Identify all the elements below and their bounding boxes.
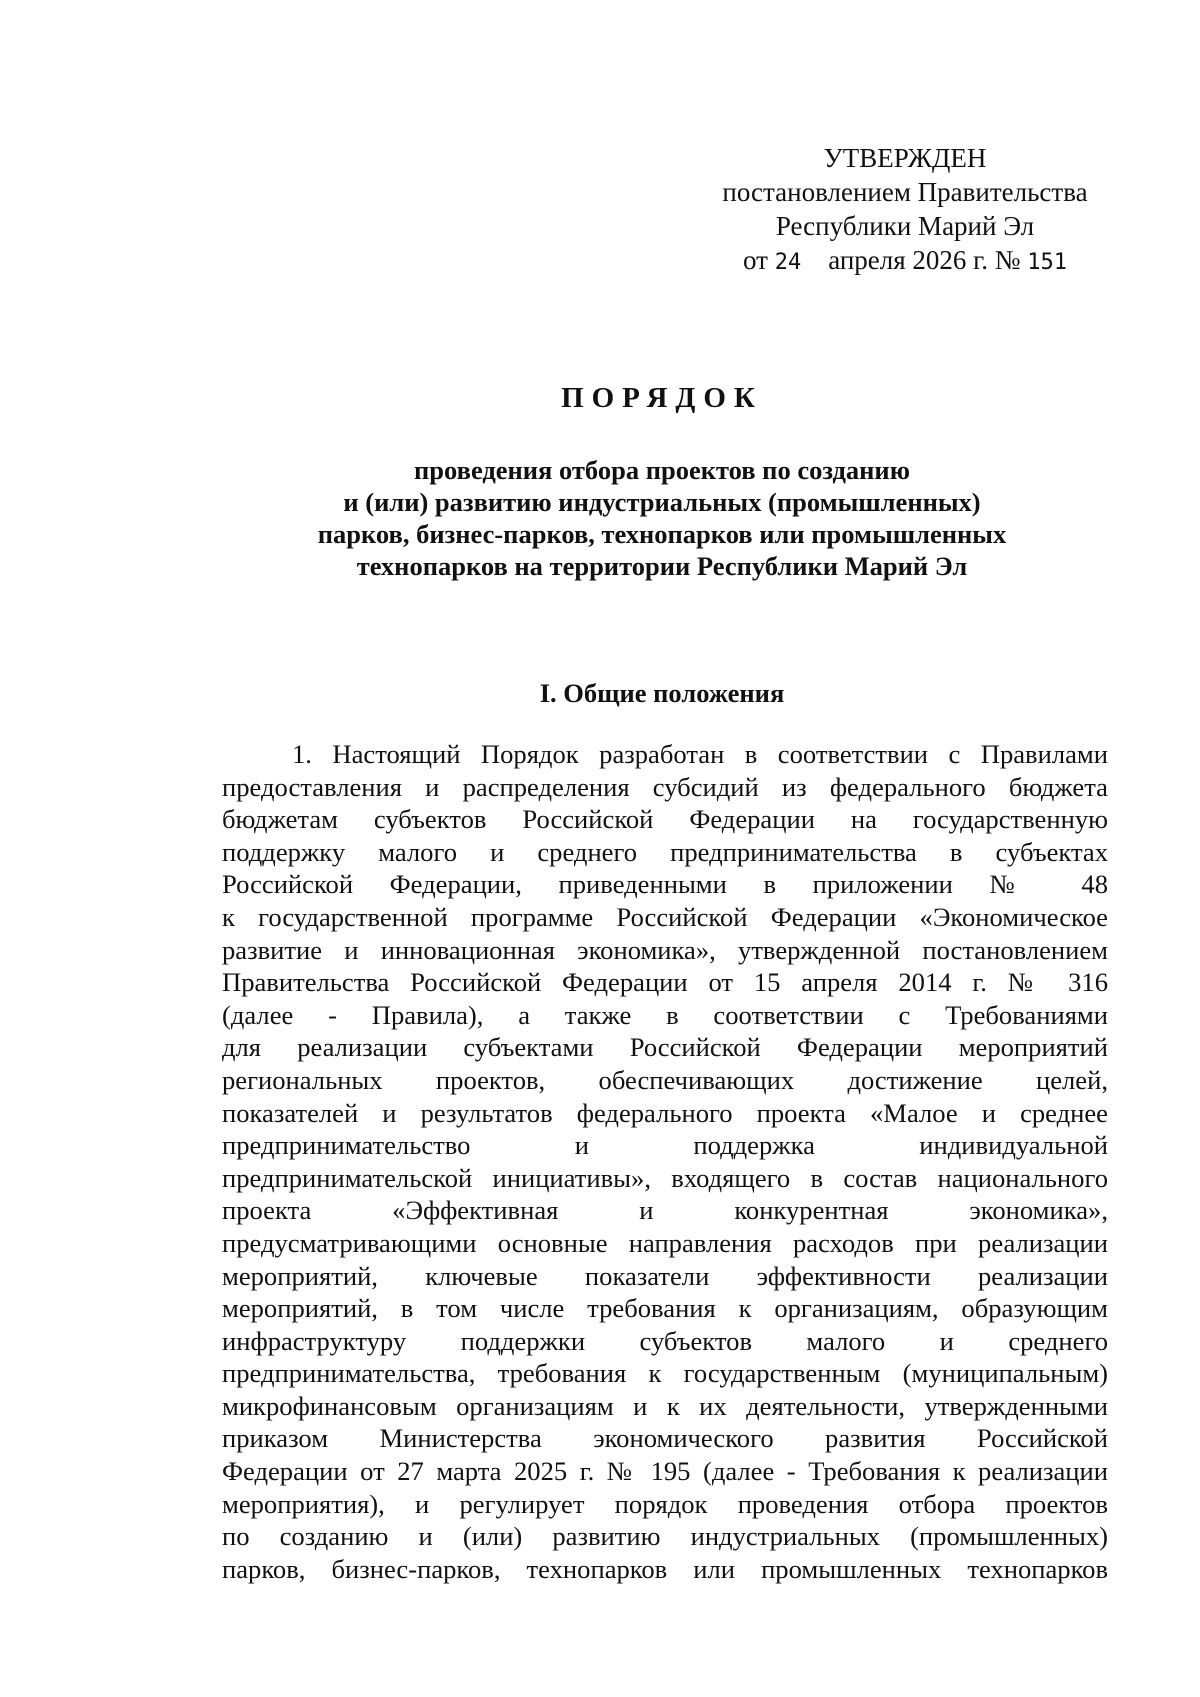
document-title: ПОРЯДОК [561,382,763,414]
paragraph-line: развитие и инновационная экономика», утвержденной постановлением [222,934,1108,965]
paragraph-line: предпринимательской инициативы», входящего в состав национального [222,1162,1108,1193]
approval-line-1: постановлением Правительства [722,177,1088,207]
decree-number: 151 [1027,250,1067,275]
paragraph-line: по созданию и (или) развитию индустриальных (промышленных) [222,1521,1108,1552]
paragraph-line: инфраструктуру поддержки субъектов малого и среднего [222,1325,1108,1356]
paragraph-line: для реализации субъектами Российской Федерации мероприятий [222,1032,1108,1063]
paragraph-line: мероприятия), и регулирует порядок проведения отбора проектов [222,1488,1108,1519]
paragraph-line: предпринимательство и поддержка индивидуальной [222,1130,1108,1161]
approval-title: УТВЕРЖДЕН [823,143,987,173]
paragraph-line: региональных проектов, обеспечивающих достижение целей, [222,1064,1108,1095]
paragraph-line: предоставления и распределения субсидий из федерального бюджета [222,771,1108,802]
paragraph-line: показателей и результатов федерального проекта «Малое и среднее [222,1097,1108,1128]
date-prefix: от [743,245,768,275]
paragraph-line: к государственной программе Российской Федерации «Экономическое [222,901,1108,932]
approval-line-2: Республики Марий Эл [775,211,1035,241]
paragraph-line: предпринимательства, требования к государственным (муниципальным) [222,1358,1108,1389]
paragraph-line: 1. Настоящий Порядок разработан в соответствии с Правилами [292,739,1108,769]
number-sign: № [994,245,1021,275]
document-subtitle [222,454,1102,582]
paragraph-line: Федерации от 27 марта 2025 г. № 195 (далее - Требования к реализации [222,1456,1108,1487]
subtitle-line: технопарков на территории Республики Марий Эл [356,551,968,581]
paragraph-line: предусматривающими основные направления расходов при реализации [222,1227,1108,1258]
paragraph-line: бюджетам субъектов Российской Федерации на государственную [222,804,1108,835]
date-month-year: апреля 2026 г. [828,245,988,275]
paragraph-line: микрофинансовым организациям и к их деятельности, утвержденными [222,1390,1108,1421]
date-day: 24 [774,250,802,275]
paragraph-1 [222,738,1108,1585]
subtitle-line: парков, бизнес-парков, технопарков или промышленных [317,519,1007,549]
paragraph-line: проекта «Эффективная и конкурентная экономика», [222,1195,1108,1226]
paragraph-line: (далее - Правила), а также в соответствии с Требованиями [222,999,1108,1030]
paragraph-line: парков, бизнес-парков, технопарков или промышленных технопарков [222,1553,1108,1584]
document-heading [222,380,1102,582]
paragraph-line: приказом Министерства экономического развития Российской [222,1423,1108,1454]
paragraph-line: мероприятий, ключевые показатели эффективности реализации [222,1260,1108,1291]
paragraph-line: поддержку малого и среднего предпринимательства в субъектах [222,836,1108,867]
paragraph-line: Российской Федерации, приведенными в приложении № 48 [222,869,1108,900]
approval-date [700,243,1110,280]
approval-stamp [700,141,1110,280]
subtitle-line: и (или) развитию индустриальных (промышленных) [343,487,981,517]
subtitle-line: проведения отбора проектов по созданию [414,455,910,485]
paragraph-line: Правительства Российской Федерации от 15 апреля 2014 г. № 316 [222,967,1108,998]
paragraph-line: мероприятий, в том числе требования к организациям, образующим [222,1293,1108,1324]
section-title: I. Общие положения [539,678,785,708]
